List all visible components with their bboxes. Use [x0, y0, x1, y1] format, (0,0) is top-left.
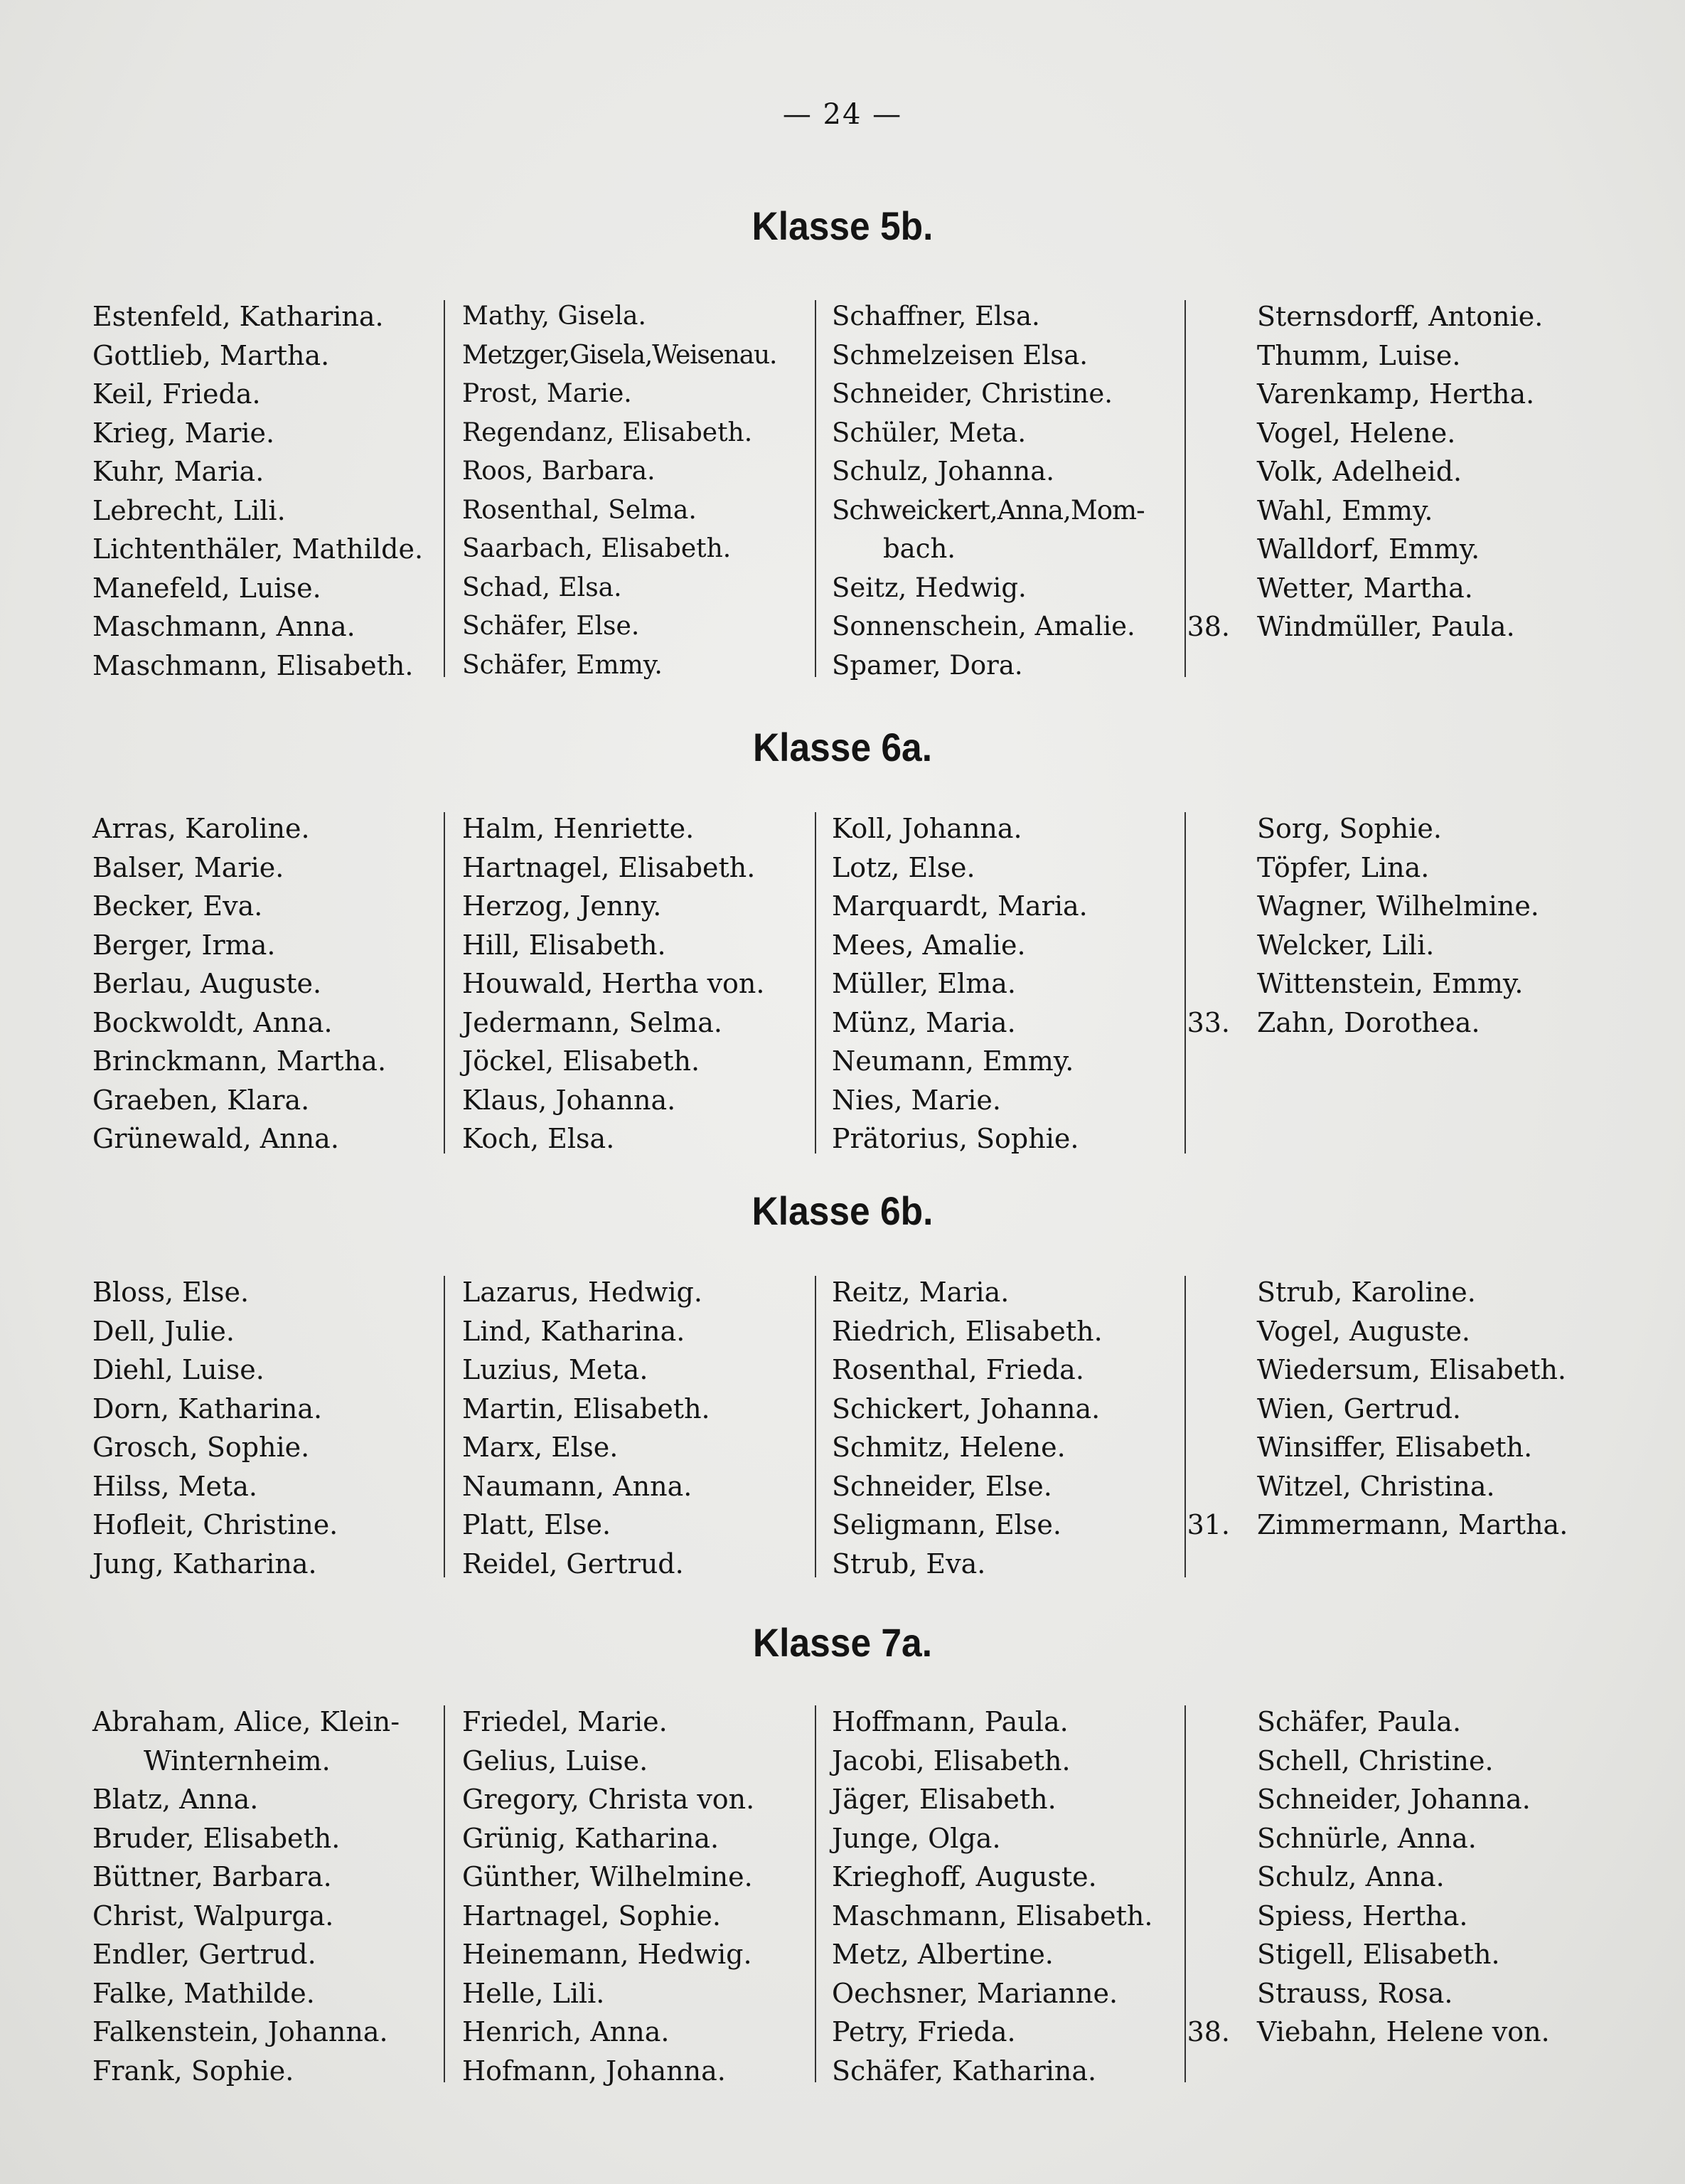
list-item: Schäfer, Else. — [462, 612, 640, 641]
list-item: Christ, Walpurga. — [92, 1900, 334, 1932]
list-item: Bloss, Else. — [92, 1277, 250, 1308]
name-column-4 — [1257, 1703, 1550, 2052]
list-item: Keil, Frieda. — [92, 378, 261, 410]
name-column-2 — [462, 1703, 754, 2090]
list-item: Welcker, Lili. — [1257, 929, 1435, 961]
list-item: Wiedersum, Elisabeth. — [1257, 1354, 1567, 1385]
list-item: Windmüller, Paula. — [1257, 611, 1515, 642]
list-item: Grünig, Katharina. — [462, 1822, 720, 1854]
list-item: Herzog, Jenny. — [462, 890, 662, 922]
list-item: Schnürle, Anna. — [1257, 1822, 1477, 1854]
column-divider — [815, 1705, 816, 2082]
list-item: Luzius, Meta. — [462, 1354, 648, 1385]
list-item: Vogel, Helene. — [1257, 417, 1456, 449]
list-item: Töpfer, Lina. — [1257, 851, 1430, 883]
column-divider — [444, 812, 445, 1154]
list-item: Junge, Olga. — [832, 1822, 1001, 1854]
list-item: Winsiffer, Elisabeth. — [1257, 1432, 1533, 1463]
list-item: Schäfer, Katharina. — [832, 2055, 1097, 2087]
list-item: Helle, Lili. — [462, 1977, 605, 2009]
list-item: Lazarus, Hedwig. — [462, 1277, 702, 1308]
list-item: Falke, Mathilde. — [92, 1977, 315, 2009]
list-item: Schaffner, Elsa. — [832, 301, 1040, 331]
name-column-3 — [832, 1703, 1152, 2090]
list-item: Hill, Elisabeth. — [462, 929, 666, 961]
list-item: Wahl, Emmy. — [1257, 494, 1433, 526]
list-item: Schulz, Johanna. — [832, 456, 1055, 486]
list-item: Sorg, Sophie. — [1257, 813, 1442, 844]
list-item: Witzel, Christina. — [1257, 1470, 1495, 1502]
section-title: Klasse 6a. — [752, 725, 933, 769]
list-item: Lind, Katharina. — [462, 1315, 685, 1347]
list-item: Blatz, Anna. — [92, 1784, 259, 1815]
name-column-2 — [462, 297, 776, 685]
list-item: Bockwoldt, Anna. — [92, 1006, 333, 1038]
list-item: Hilss, Meta. — [92, 1470, 258, 1502]
list-item: Zahn, Dorothea. — [1257, 1006, 1480, 1038]
list-item: Riedrich, Elisabeth. — [832, 1315, 1103, 1347]
list-item: Wien, Gertrud. — [1257, 1392, 1461, 1424]
column-divider — [815, 812, 816, 1154]
list-item: Koch, Elsa. — [462, 1123, 615, 1154]
list-item: Manefeld, Luise. — [92, 572, 321, 604]
list-item: Schell, Christine. — [1257, 1744, 1494, 1777]
list-item: Abraham, Alice, Klein- — [92, 1706, 400, 1737]
list-item: Frank, Sophie. — [92, 2055, 294, 2087]
list-item: Rosenthal, Frieda. — [832, 1354, 1084, 1385]
list-item: Nies, Marie. — [832, 1084, 1002, 1116]
list-item: Mees, Amalie. — [832, 929, 1026, 961]
list-item: Berger, Irma. — [92, 929, 276, 961]
list-item: Seligmann, Else. — [832, 1509, 1061, 1540]
list-item: Martin, Elisabeth. — [462, 1392, 710, 1424]
column-divider — [444, 1705, 445, 2082]
list-item: Reitz, Maria. — [832, 1277, 1010, 1308]
list-item: Lichtenthäler, Mathilde. — [92, 533, 424, 565]
list-item: Schmitz, Helene. — [832, 1432, 1066, 1463]
list-item: Brinckmann, Martha. — [92, 1045, 387, 1077]
list-item: Jedermann, Selma. — [462, 1006, 722, 1038]
list-item: Günther, Wilhelmine. — [462, 1861, 753, 1892]
list-item: Roos, Barbara. — [462, 457, 656, 486]
name-column-1 — [92, 809, 386, 1158]
list-item: Thumm, Luise. — [1257, 339, 1461, 371]
list-item: Hofleit, Christine. — [92, 1509, 338, 1540]
list-item: Saarbach, Elisabeth. — [462, 534, 732, 563]
list-item: Schneider, Johanna. — [1257, 1784, 1531, 1815]
list-item: Schmelzeisen Elsa. — [832, 339, 1088, 371]
name-column-1 — [92, 1273, 338, 1583]
list-item: Metz, Albertine. — [832, 1939, 1054, 1970]
list-item: Metzger,Gisela,Weisenau. — [462, 340, 777, 370]
list-item: Hoffmann, Paula. — [832, 1706, 1069, 1737]
list-item: Sonnenschein, Amalie. — [832, 611, 1135, 641]
list-item: Diehl, Luise. — [92, 1354, 264, 1385]
page-number: — 24 — — [782, 98, 903, 131]
list-item: Krieg, Marie. — [92, 417, 275, 449]
list-item: Varenkamp, Hertha. — [1257, 378, 1535, 410]
list-item: Lebrecht, Lili. — [92, 494, 286, 526]
list-item: Schüler, Meta. — [832, 417, 1027, 448]
class-count: 38. — [1187, 611, 1230, 642]
list-item: Mathy, Gisela. — [462, 302, 646, 331]
list-item: Krieghoff, Auguste. — [832, 1861, 1097, 1892]
name-column-4 — [1257, 809, 1539, 1042]
list-item: Müller, Elma. — [832, 968, 1016, 999]
list-item: Klaus, Johanna. — [462, 1084, 676, 1116]
list-item: Becker, Eva. — [92, 890, 263, 922]
list-item: Schäfer, Paula. — [1257, 1706, 1462, 1737]
list-item: Reidel, Gertrud. — [462, 1548, 684, 1580]
list-item: Schweickert,Anna,Mom- — [832, 494, 1145, 526]
list-item: Naumann, Anna. — [462, 1470, 692, 1502]
list-item: Zimmermann, Martha. — [1257, 1509, 1568, 1540]
list-item: Volk, Adelheid. — [1257, 456, 1462, 487]
list-item: Regendanz, Elisabeth. — [462, 417, 753, 447]
list-item: Koll, Johanna. — [832, 813, 1022, 844]
list-item: Berlau, Auguste. — [92, 968, 322, 999]
list-item: Heinemann, Hedwig. — [462, 1939, 752, 1970]
list-item: Strauss, Rosa. — [1257, 1977, 1453, 2009]
list-item: Marquardt, Maria. — [832, 890, 1088, 922]
list-item: Schulz, Anna. — [1257, 1861, 1445, 1892]
list-item: Schad, Elsa. — [462, 572, 622, 602]
list-item: Hartnagel, Sophie. — [462, 1900, 721, 1932]
list-item: Wittenstein, Emmy. — [1257, 968, 1524, 999]
list-item: Schäfer, Emmy. — [462, 650, 663, 680]
list-item: Schneider, Else. — [832, 1470, 1052, 1502]
list-item: Seitz, Hedwig. — [832, 572, 1027, 603]
class-count: 31. — [1187, 1509, 1230, 1540]
list-item: Platt, Else. — [462, 1509, 611, 1540]
class-count: 38. — [1187, 2016, 1230, 2047]
list-item: Gregory, Christa von. — [462, 1784, 755, 1815]
name-column-4 — [1257, 297, 1543, 646]
list-item: Petry, Frieda. — [832, 2016, 1016, 2047]
name-column-2 — [462, 1273, 710, 1583]
list-item: Maschmann, Anna. — [92, 611, 355, 642]
class-count: 33. — [1187, 1007, 1230, 1038]
list-item: Jung, Katharina. — [92, 1548, 317, 1580]
list-item: Jöckel, Elisabeth. — [462, 1045, 700, 1077]
list-item: Gottlieb, Martha. — [92, 339, 330, 371]
list-item: Schneider, Christine. — [832, 378, 1113, 409]
list-item: Stigell, Elisabeth. — [1257, 1939, 1500, 1970]
list-item: Kuhr, Maria. — [92, 456, 264, 487]
name-column-3 — [832, 297, 1145, 685]
list-item: Grünewald, Anna. — [92, 1123, 339, 1154]
list-item: Gelius, Luise. — [462, 1744, 648, 1777]
list-item: Walldorf, Emmy. — [1257, 533, 1480, 565]
list-item: Dorn, Katharina. — [92, 1392, 323, 1424]
name-column-3 — [832, 1273, 1103, 1583]
list-item: Prost, Marie. — [462, 379, 632, 408]
list-item: Houwald, Hertha von. — [462, 968, 765, 999]
column-divider — [444, 1276, 445, 1577]
list-item: Spiess, Hertha. — [1257, 1900, 1468, 1932]
list-item: Lotz, Else. — [832, 851, 975, 883]
list-item: Wagner, Wilhelmine. — [1257, 890, 1539, 922]
list-item: Estenfeld, Katharina. — [92, 301, 384, 332]
list-item: Rosenthal, Selma. — [462, 495, 697, 525]
column-divider — [444, 300, 445, 677]
list-item: Jäger, Elisabeth. — [832, 1784, 1057, 1815]
list-item: Spamer, Dora. — [832, 649, 1023, 681]
list-item: Vogel, Auguste. — [1257, 1315, 1471, 1347]
list-item: Jacobi, Elisabeth. — [832, 1744, 1071, 1777]
column-divider — [815, 1276, 816, 1577]
name-column-2 — [462, 809, 764, 1158]
name-column-4 — [1257, 1273, 1568, 1545]
name-column-3 — [832, 809, 1088, 1158]
list-item: Dell, Julie. — [92, 1315, 235, 1347]
name-column-1 — [92, 297, 423, 685]
list-item: Hartnagel, Elisabeth. — [462, 851, 756, 883]
list-item: Graeben, Klara. — [92, 1084, 310, 1116]
list-item: Schickert, Johanna. — [832, 1392, 1101, 1424]
section-title: Klasse 5b. — [751, 203, 934, 248]
list-item: Neumann, Emmy. — [832, 1045, 1074, 1077]
list-item: Sternsdorff, Antonie. — [1257, 301, 1544, 332]
section-title: Klasse 7a. — [752, 1620, 933, 1665]
list-item: Hofmann, Johanna. — [462, 2055, 726, 2087]
list-item: Wetter, Martha. — [1257, 572, 1473, 604]
list-item: Grosch, Sophie. — [92, 1432, 310, 1463]
column-divider — [1184, 812, 1186, 1154]
list-item: Balser, Marie. — [92, 851, 284, 883]
column-divider — [815, 300, 816, 677]
name-column-1 — [92, 1703, 400, 2090]
list-item: Winternheim. — [144, 1744, 331, 1777]
list-item: bach. — [883, 533, 956, 564]
list-item: Friedel, Marie. — [462, 1706, 668, 1737]
list-item: Strub, Karoline. — [1257, 1277, 1476, 1308]
list-item: Endler, Gertrud. — [92, 1939, 316, 1970]
list-item: Büttner, Barbara. — [92, 1861, 332, 1892]
list-item: Arras, Karoline. — [92, 813, 310, 844]
list-item: Maschmann, Elisabeth. — [92, 649, 414, 681]
list-item: Viebahn, Helene von. — [1257, 2016, 1550, 2047]
list-item: Prätorius, Sophie. — [832, 1123, 1079, 1154]
list-item: Strub, Eva. — [832, 1548, 986, 1580]
list-item: Marx, Else. — [462, 1432, 619, 1463]
section-title: Klasse 6b. — [751, 1188, 934, 1233]
list-item: Maschmann, Elisabeth. — [832, 1900, 1153, 1932]
list-item: Oechsner, Marianne. — [832, 1977, 1118, 2009]
list-item: Halm, Henriette. — [462, 813, 695, 844]
list-item: Falkenstein, Johanna. — [92, 2016, 388, 2047]
list-item: Henrich, Anna. — [462, 2016, 670, 2047]
list-item: Bruder, Elisabeth. — [92, 1822, 341, 1854]
list-item: Münz, Maria. — [832, 1006, 1016, 1038]
